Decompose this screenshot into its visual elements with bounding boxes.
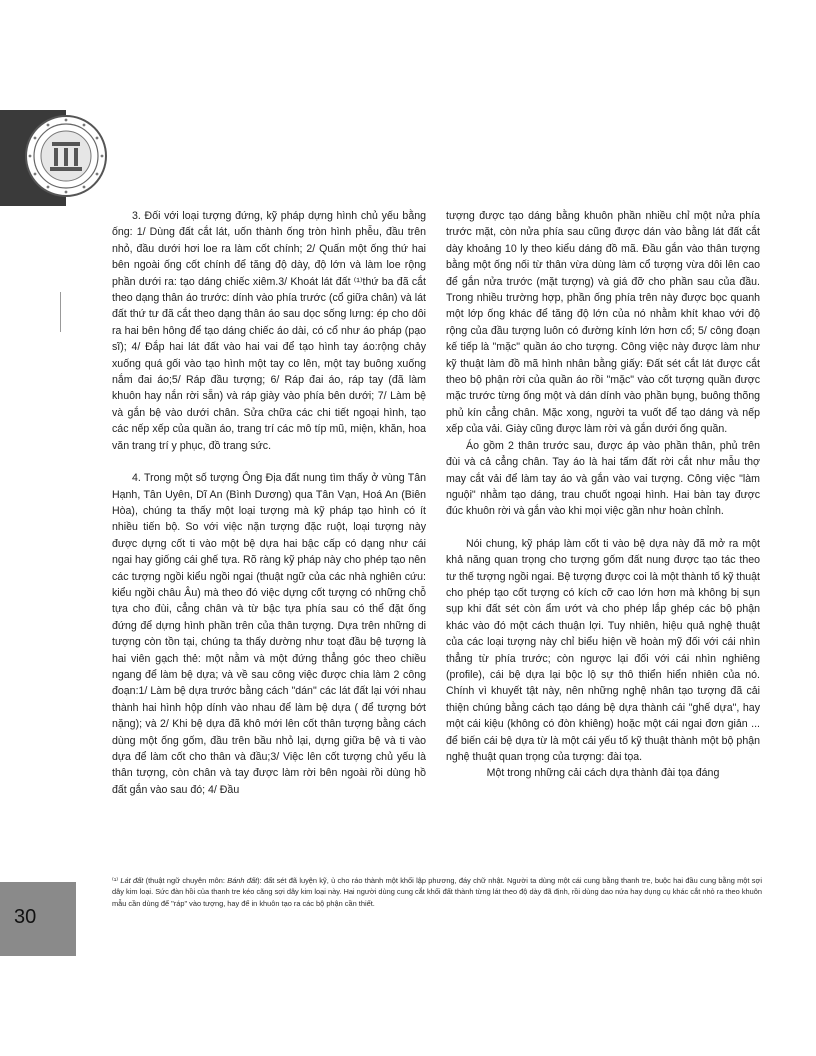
page-number-box	[0, 882, 76, 956]
right-text-column	[446, 208, 760, 798]
margin-line	[60, 292, 61, 332]
left-text-column	[112, 208, 426, 798]
paragraph-general: Nói chung, kỹ pháp làm cốt ti vào bệ dựa này đã mở ra một khả năng quan trọng cho tượng gốm đất nung được tạo tác theo tư thế tượng ngồi ngai. Bệ tượng được coi là một thành tố kỹ thuật cho phép tạo cốt tượng có kích cỡ cao lớn hơn mà không bị sụn sụp khi đất sét còn ẩm ướt và cho phép lắp ghép các bộ phận khác vào đó một cách thuận lợi. Tuy nhiên, hiệu quả nghệ thuật của các loại tượng này chỉ biểu hiện về hoàn mỹ đối với cái nhìn thẳng từ phía trước; còn ngược lại đối với cái nhìn nghiêng (profile), cái bệ dựa lại bộc lộ sự thô thiển hiển nhiên của nó. Chính vì khuyết tật này, nên những nghệ nhân tạo tượng đã cải thiện chúng bằng cách tạo dáng bệ dựa thành cái "ghế dựa", hay một cái kiệu (không có đòn khiêng) hoặc một cái ngai đơn giản ... để biến cái bệ dựa từ là một cái yếu tố kỹ thuật thành một bộ phận nghệ thuật quan trọng của tượng: đài tọa.	[446, 537, 760, 763]
footnote-text-1: (thuật ngữ chuyên môn:	[143, 876, 228, 885]
paragraph-standing-statue: 3. Đối với loại tượng đứng, kỹ pháp dựng hình chủ yếu bằng ống: 1/ Dùng đất cắt lát, uốn thành ống tròn hình phễu, đầu trên nhỏ, đầu dưới hơi loe ra làm cốt chính; 2/ Quấn một ống thứ hai bên ngoài ống cốt chính để tăng độ dày, độ lớn và làm loe rộng phần dưới ra: tạo dáng chiếc xiêm.3/ Khoát lát đất ⁽¹⁾thứ ba đã cắt theo dạng thân áo trước: dính vào phía trước (cổ giữa chân) và lát đất thứ tư đã cắt theo dạng thân áo sau dọc sống lưng: ép cho dôi ra hai bên hông để tạo dáng chiếc áo dài, có cổ như áo pháp (pạo sĩ); 4/ Đắp hai lát đất vào hai vai để tạo hình tay áo:rộng chảy xuống quá gối vào tạo hình một tay co lên, một tay buông xuống nắm đai áo;5/ Ráp đầu tượng; 6/ Ráp đai áo, ráp tay (đã làm khuôn hay nắn rời sẵn) và ráp giày vào phía bên dưới; 7/ Làm bệ và gắn bệ vào dưới chân. Sửa chữa các chi tiết ngoại hình, tạo các nếp xếp của quần áo, trang trí các mô típ mũ, miện, khăn, hoa văn trang trí y phục, đồ trang sức.	[112, 210, 426, 452]
paragraph-robe: Áo gồm 2 thân trước sau, được áp vào phần thân, phủ trên đùi và cả cẳng chân. Tay áo là hai tấm đất rời cắt như mẫu thợ may cắt vải để làm tay áo và gắn vào vai tượng. Công việc "làm nguội" nhằm tạo dáng, trau chuốt ngoại hình. Hai bàn tay được đúc khuôn rời và gắn vào khi mọi việc gần như hoàn chỉnh.	[446, 439, 760, 518]
paragraph-head-and-clothing: tượng được tạo dáng bằng khuôn phần nhiều chỉ một nửa phía trước mặt, còn nửa phía sau cũng được dán vào bằng lát đất cắt dày khoảng 10 ly theo kiểu dáng đồ mã. Đầu gắn vào thân tượng bằng một ống nối từ thân vừa dùng làm cổ tượng vừa dôi lên cao để gắn nửa trước (mặt tượng) và giá đỡ cho phần sau của đầu. Trong nhiều trường hợp, phần ống phía trên này được bọc quanh một lớp ống khác để tăng độ lớn của nó nhằm khít khao với độ rộng của đầu tượng luôn có đường kính lớn hơn cổ; 5/ công đoạn kế tiếp là "mặc" quần áo cho tượng. Công việc này được làm như kỹ thuật làm đồ mã hình nhân bằng giấy: Đất sét cắt lát được cắt theo bộ phận rời của quần áo rồi "mặc" vào cốt tượng quần được mặc trước từng ống một và dán dính vào phần bụng, buông thõng phủ kín cẳng chân. Mặc xong, người ta vuốt để tạo dáng và nếp xếp của vải. Giày cũng được làm rời và gắn dưới ống quần.	[446, 210, 760, 436]
paragraph-ong-dia-statue: 4. Trong một số tượng Ông Địa đất nung tìm thấy ở vùng Tân Hạnh, Tân Uyên, Dĩ An (Bình Dương) qua Tân Vạn, Hoá An (Biên Hòa), chúng ta thấy một loại tượng mà kỹ pháp tạo hình có ít nhiều tiến bộ. So với việc nặn tượng đặc ruột, loại tượng này được dựng cốt ti vào một bệ dựa hai bậc cấp có dạng như cái ngai hay giống cái ghế tựa. Rõ ràng kỹ pháp này cho phép tạo nên các tượng ngồi kiểu ngồi ngai (thuật ngữ của các nhà nghiên cứu: kiểu ngồi châu Âu) mà theo đó việc dựng cốt tượng có những chỗ tựa cho đùi, cẳng chân và từ bậc tựa phía sau có thể đặt ống đứng để dựng hình phần trên của thân tượng. Dựa trên những di tượng còn tồn tại, chúng ta thấy dường như toạt đầu bệ tượng là hai viên gạch thẻ: một nằm và một đứng thẳng góc theo chiều ngang để làm bệ dựa; và về sau công việc được chia làm 2 công đoạn:1/ Làm bệ dựa trước bằng cách "dán" các lát đất lại với nhau thành hai hình hộp dính vào nhau để làm bệ dựa ( để tượng bớt nặng); và 2/ Khi bệ dựa đã khô mới lên cốt thân tượng bằng cách dùng một ống gốm, đầu trên bầu nhỏ lại, dựng giữa bệ và ti vào dựa để làm cốt cho thân và đầu;3/ Việc lên cốt tượng chủ yếu là thân tượng, còn chân và tay được làm rời bên ngoài rồi dùng hồ đất gắn vào sau đó; 4/ Đầu	[112, 472, 426, 796]
figure-caption: Một trong những cải cách dựa thành đài tọa đáng	[486, 767, 720, 780]
footnote	[112, 875, 762, 909]
footnote-term: Lát đất	[120, 876, 144, 885]
page-number: 30	[14, 906, 37, 928]
footnote-marker: ⁽¹⁾	[112, 876, 119, 885]
footnote-term-2: Bánh đất	[227, 876, 258, 885]
footnote-text-2: ): đất sét đã luyện kỹ, ủ cho ráo thành một khối lập phương, đáy chữ nhật. Người ta dùng một cái cung bằng thanh tre, buộc hai đầu cung bằng một sợi dây kim loại. Sức đàn hồi của thanh tre kéo căng sợi dây kim loại này. Hai người dùng cung cắt khối đất thành từng lát theo độ dày đã định, rồi dùng dao nứa hay dụng cụ khác cắt nhỏ ra theo khuôn mẫu cần dùng để "ráp" vào tượng, hay để in khuôn tạo ra các bộ phận cần thiết.	[112, 876, 762, 908]
institute-seal-icon	[22, 112, 110, 200]
